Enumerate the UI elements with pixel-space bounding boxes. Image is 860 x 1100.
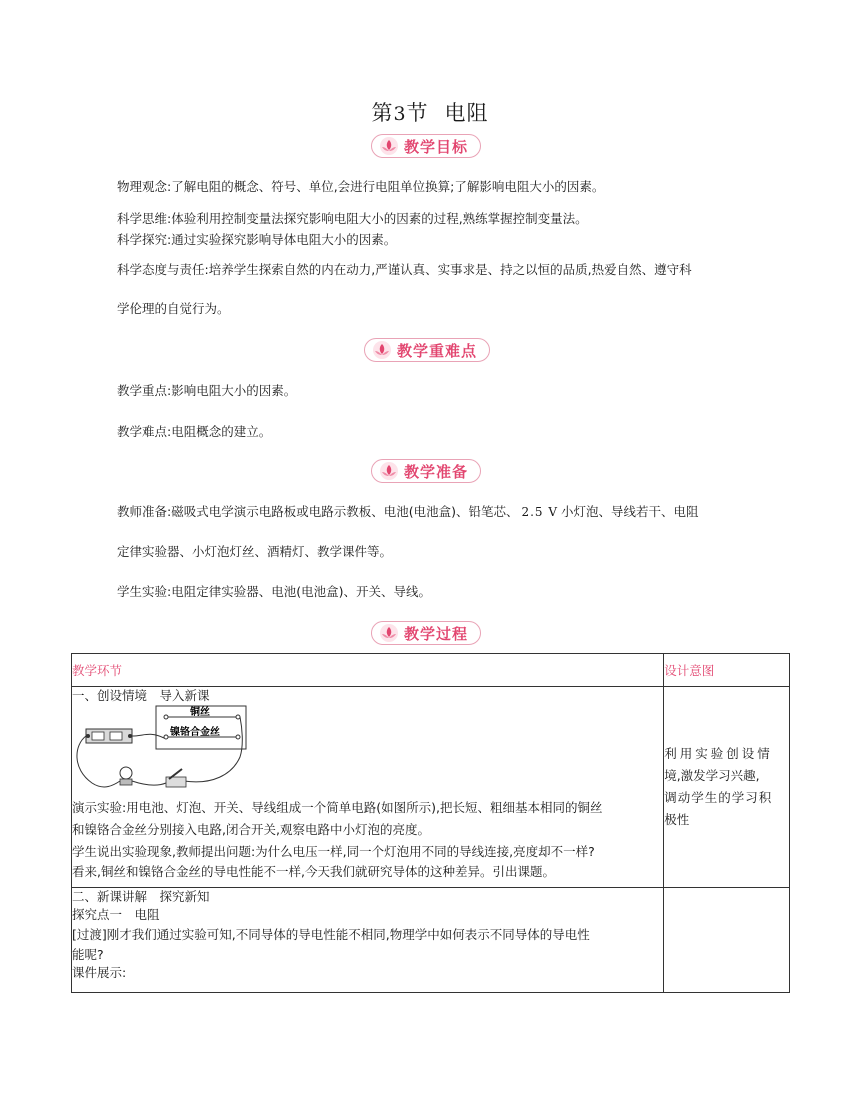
lotus-icon	[371, 340, 393, 360]
section-badge-keypoints	[364, 338, 490, 362]
circuit-diagram	[72, 705, 272, 797]
lotus-icon	[378, 623, 400, 643]
section-badge-process	[371, 621, 481, 645]
section-badge-goals	[371, 134, 481, 158]
goal-inquiry: 科学探究:通过实验探究影响导体电阻大小的因素。	[117, 232, 397, 247]
demo-line1: 演示实验:用电池、灯泡、开关、导线组成一个简单电路(如图所示),把长短、粗细基本相同的铜丝	[72, 800, 603, 815]
demo-line3: 学生说出实验现象,教师提出问题:为什么电压一样,同一个灯泡用不同的导线连接,亮度却不一样?	[72, 844, 595, 859]
nichrome-label: 镍铬合金丝	[170, 727, 220, 738]
prep-teacher-line2: 定律实验器、小灯泡灯丝、酒精灯、教学课件等。	[117, 544, 393, 559]
goal-physics: 物理观念:了解电阻的概念、符号、单位,会进行电阻单位换算;了解影响电阻大小的因素。	[117, 179, 605, 194]
table-row	[72, 888, 790, 993]
stage-subheading: 探究点一 电阻	[72, 907, 160, 922]
intent-cell-lecture	[664, 888, 790, 993]
header-stage: 教学环节	[72, 654, 664, 687]
intent-line: 极性	[664, 812, 690, 827]
goal-thinking: 科学思维:体验利用控制变量法探究影响电阻大小的因素的过程,熟练掌握控制变量法。	[117, 211, 588, 226]
stage-heading: 二、新课讲解 探究新知	[72, 889, 210, 904]
lotus-icon	[378, 461, 400, 481]
stage-cell-lecture	[72, 888, 664, 993]
page-title	[0, 97, 860, 127]
key-difficulty: 教学难点:电阻概念的建立。	[117, 424, 272, 439]
goal-attitude-line2: 学伦理的自觉行为。	[117, 301, 230, 316]
prep-teacher-text2: 小灯泡、导线若干、电阻	[561, 504, 699, 519]
title-number: 3	[393, 103, 407, 125]
title-prefix: 第	[371, 101, 394, 125]
lecture-line1: [过渡]刚才我们通过实验可知,不同导体的导电性能不相同,物理学中如何表示不同导体的导电性	[72, 927, 590, 942]
stage-heading: 一、创设情境 导入新课	[72, 688, 210, 703]
badge-label: 教学重难点	[397, 341, 478, 360]
intent-line: 利用实验创设情	[664, 746, 773, 761]
title-topic: 电阻	[444, 101, 489, 125]
lotus-icon	[378, 136, 400, 156]
table-header-row	[72, 654, 790, 687]
goal-attitude-line1: 科学态度与责任:培养学生探索自然的内在动力,严谨认真、实事求是、持之以恒的品质,热爱自然、遵守科	[117, 262, 692, 277]
process-table	[71, 653, 790, 993]
demo-line2: 和镍铬合金丝分别接入电路,闭合开关,观察电路中小灯泡的亮度。	[72, 822, 430, 837]
intent-cell-intro	[664, 687, 790, 888]
badge-label: 教学过程	[404, 624, 469, 643]
table-row	[72, 687, 790, 888]
copper-label: 铜丝	[190, 707, 210, 718]
prep-voltage: 2.5 V	[521, 505, 559, 519]
title-section: 节	[406, 101, 429, 125]
stage-cell-intro	[72, 687, 664, 888]
prep-teacher-line1	[117, 504, 699, 520]
badge-label: 教学准备	[404, 462, 469, 481]
header-intent: 设计意图	[664, 654, 790, 687]
intent-line: 调动学生的学习积	[664, 790, 773, 805]
demo-line4: 看来,铜丝和镍铬合金丝的导电性能不一样,今天我们就研究导体的这种差异。引出课题。	[72, 864, 555, 879]
section-badge-prep	[371, 459, 481, 483]
badge-label: 教学目标	[404, 137, 469, 156]
prep-student: 学生实验:电阻定律实验器、电池(电池盒)、开关、导线。	[117, 584, 431, 599]
lecture-line3: 课件展示:	[72, 965, 127, 980]
intent-line: 境,激发学习兴趣,	[664, 768, 760, 783]
prep-teacher-text: 教师准备:磁吸式电学演示电路板或电路示教板、电池(电池盒)、铅笔芯、	[117, 504, 519, 519]
key-focus: 教学重点:影响电阻大小的因素。	[117, 383, 297, 398]
lecture-line2: 能呢?	[72, 947, 104, 962]
